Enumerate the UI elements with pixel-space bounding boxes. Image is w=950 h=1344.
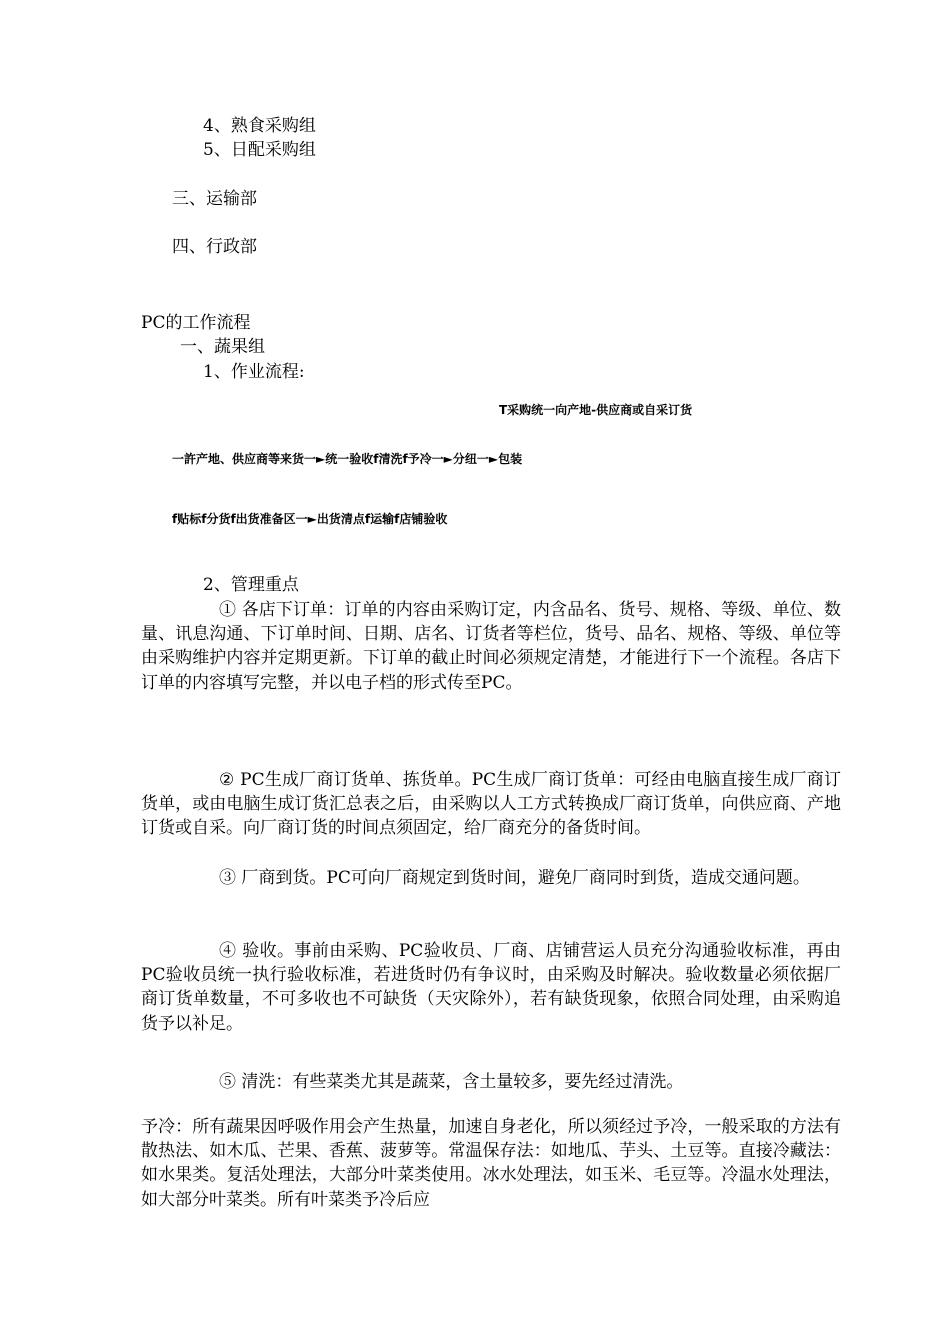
point-1: ① 各店下订单：订单的内容由采购订定，内含品名、货号、规格、等级、单位、数量、讯息沟通、下订单时间、日期、店名、订货者等栏位，货号、品名、规格、等级、单位等由采购维护内容并定期更新。下订单的截止时间必须规定清楚，才能进行下一个流程。各店下订单的内容填写完整，并以电子档的形式传至PC。 [141, 600, 841, 693]
org-item-4: 4、熟食采购组 [203, 116, 316, 136]
point-5: ⑤ 清洗：有些菜类尤其是蔬菜，含土量较多，要先经过清洗。 [219, 1072, 684, 1092]
dept-admin: 四、行政部 [172, 237, 257, 257]
point-6: 予冷：所有蔬果因呼吸作用会产生热量，加速自身老化，所以须经过予冷，一般采取的方法有散热法、如木瓜、芒果、香蕉、菠萝等。常温保存法：如地瓜、芋头、土豆等。直接冷藏法：如水果类。复活处理法，大部分叶菜类使用。冰水处理法，如玉米、毛豆等。冷温水处理法，如大部分叶菜类。所有叶菜类予冷后应 [141, 1117, 841, 1210]
flow-line-2: 一許产地、供应商等来货一►统一验收f清洗f予冷一►分纽一►包装 [172, 452, 523, 466]
flow-line-3: f贴标f分货f出货准备区一►出货清点f运输f店铺验收 [172, 512, 448, 526]
dept-transport: 三、运输部 [172, 189, 257, 209]
point-4: ④ 验收。事前由采购、PC验收员、厂商、店铺营运人员充分沟通验收标准，再由PC验收员统一执行验收标准，若进货时仍有争议时，由采购及时解决。验收数量必须依据厂商订货单数量，不可多收也不可缺货（天灾除外），若有缺货现象，依照合同处理，由采购追货予以补足。 [141, 941, 841, 1034]
org-item-5: 5、日配采购组 [203, 140, 316, 160]
flow-line-1: T采购统一向产地-供应商或自采订货 [499, 403, 693, 417]
workflow-title: PC的工作流程 [141, 313, 251, 333]
step-process: 1、作业流程: [203, 362, 305, 382]
group-produce: 一、蔬果组 [180, 337, 265, 357]
point-3: ③ 厂商到货。PC可向厂商规定到货时间，避免厂商同时到货，造成交通问题。 [219, 868, 810, 888]
step-management: 2、管理重点 [203, 575, 299, 595]
point-2: ② PC生成厂商订货单、拣货单。PC生成厂商订货单：可经由电脑直接生成厂商订货单，或由电脑生成订货汇总表之后，由采购以人工方式转换成厂商订货单，向供应商、产地订货或自采。向厂商订货的时间点须固定，给厂商充分的备货时间。 [141, 770, 841, 839]
